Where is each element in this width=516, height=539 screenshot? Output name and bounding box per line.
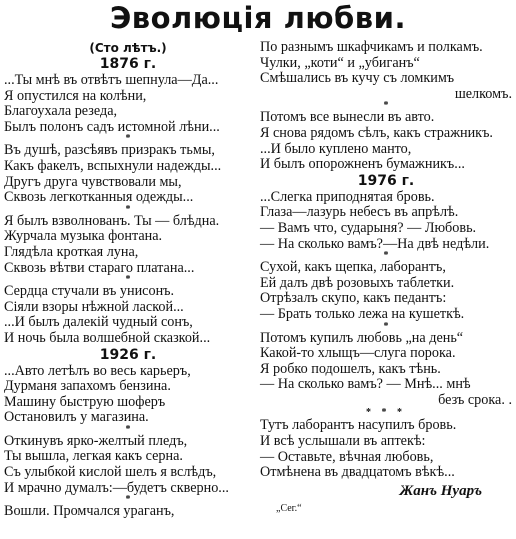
stanza	[260, 40, 512, 102]
stanza	[4, 504, 252, 520]
star-divider: *	[383, 250, 389, 262]
year-heading-1976: 1976 г.	[357, 172, 415, 189]
verse-line: Тутъ лаборантъ насупилъ бровь.	[260, 417, 457, 434]
triple-star-divider: * * *	[366, 407, 406, 419]
stanza	[4, 214, 252, 276]
star-divider: *	[125, 203, 131, 215]
star-divider: *	[383, 320, 389, 332]
verse-line: Сердца стучали въ унисонъ.	[4, 283, 175, 300]
author-signature: Жанъ Нуаръ	[399, 482, 482, 499]
stanza	[260, 260, 512, 322]
verse-line: Смѣшались въ кучу съ ломкимъ	[260, 70, 455, 87]
verse-line: Ты вышла, легкая какъ серна.	[4, 448, 183, 465]
year-heading-1876: 1876 г.	[99, 56, 157, 72]
star-divider: *	[125, 423, 131, 435]
verse-line: безъ срока. .	[438, 391, 512, 408]
star-divider: *	[125, 494, 131, 506]
star-divider: *	[125, 274, 131, 286]
verse-line: Сухой, какъ щепка, лаборантъ,	[260, 259, 446, 276]
source-footnote: „Сег.“	[276, 502, 302, 514]
year-heading-1926: 1926 г.	[99, 346, 157, 363]
verse-line: Отмѣнена въ двадцатомъ вѣкѣ...	[260, 464, 455, 481]
left-column	[4, 40, 252, 520]
verse-line: Потомъ все вынесли въ авто.	[260, 109, 435, 126]
verse-line: — На сколько вамъ?—На двѣ недѣли.	[260, 235, 490, 252]
verse-line: Съ улыбкой кислой шелъ я вслѣдъ,	[4, 464, 217, 481]
stanza	[260, 110, 512, 172]
verse-line: И ночь была волшебной сказкой...	[4, 329, 211, 346]
verse-line: Дурманя запахомъ бензина.	[4, 378, 171, 395]
verse-line: По разнымъ шкафчикамъ и полкамъ.	[260, 39, 483, 55]
verse-line: — Вамъ что, сударыня? — Любовь.	[260, 219, 477, 236]
stanza	[4, 143, 252, 205]
verse-line: Я снова рядомъ сѣлъ, какъ стражникъ.	[260, 124, 493, 141]
verse-line: Другъ друга чувствовали мы,	[4, 173, 182, 190]
stanza	[4, 364, 252, 426]
verse-line: Остановилъ у магазина.	[4, 409, 149, 426]
verse-line: Потомъ купилъ любовь „на день“	[260, 329, 464, 346]
verse-line: Журчала музыка фонтана.	[4, 228, 163, 245]
verse-line: Благоухала резеда,	[4, 103, 118, 120]
stanza	[260, 418, 512, 480]
verse-line: шелкомъ.	[454, 85, 512, 102]
verse-line: ...Слегка приподнятая бровь.	[260, 188, 435, 205]
star-divider: *	[125, 133, 131, 145]
verse-line: ...Ты мнѣ въ отвѣтъ шепнула—Да...	[4, 72, 219, 88]
verse-line: — Брать только лежа на кушеткѣ.	[260, 305, 465, 322]
verse-line: Отрѣзалъ скупо, какъ педантъ:	[260, 290, 447, 307]
verse-line: И всѣ услышали въ аптекѣ:	[260, 433, 426, 450]
verse-line: Глядѣла кроткая луна,	[4, 243, 139, 260]
subtitle: (Сто лѣтъ.)	[89, 41, 167, 55]
verse-line: Чулки, „коти“ и „убиганъ“	[260, 54, 420, 71]
stanza	[260, 190, 512, 252]
verse-line: Какой-то хлыщъ—слуга порока.	[260, 345, 456, 362]
verse-line: Въ душѣ, разсѣявъ призракъ тьмы,	[4, 142, 215, 159]
page-title: Эволюція любви.	[109, 1, 406, 35]
verse-line: И былъ опорожненъ бумажникъ...	[260, 156, 465, 173]
verse-line: ...Авто летѣлъ во весь карьеръ,	[4, 362, 191, 379]
verse-line: ...И было куплено манто,	[260, 140, 412, 157]
stanza	[260, 331, 512, 409]
verse-line: Я робко подошелъ, какъ тѣнь.	[260, 360, 441, 377]
verse-line: Какъ факелъ, вспыхнули надежды...	[4, 157, 222, 174]
verse-line: Сквозь легкотканныя одежды...	[4, 189, 194, 206]
verse-line: Откинувъ ярко-желтый пледъ,	[4, 432, 188, 449]
verse-line: И мрачно думалъ:—будетъ скверно...	[4, 479, 229, 496]
verse-line: — На сколько вамъ? — Мнѣ... мнѣ	[260, 376, 471, 393]
verse-line: Ей далъ двѣ розовыхъ таблетки.	[260, 274, 455, 291]
stanza	[4, 434, 252, 496]
verse-line: Глаза—лазурь небесъ въ апрѣлѣ.	[260, 204, 459, 221]
verse-line: ...И былъ далекій чудный сонъ,	[4, 314, 193, 331]
verse-line: Я былъ взволнованъ. Ты — блѣдна.	[4, 212, 220, 229]
verse-line: Вошли. Промчался ураганъ,	[4, 503, 175, 520]
verse-line: Былъ полонъ садъ истомной лѣни...	[4, 118, 220, 135]
stanza	[4, 284, 252, 346]
verse-line: Машину быструю шоферъ	[4, 393, 166, 410]
verse-line: — Оставьте, вѣчная любовь,	[260, 448, 434, 465]
verse-line: Сіяли взоры нѣжной лаской...	[4, 298, 184, 315]
verse-line: Сквозь вѣтви стараго платана...	[4, 259, 195, 276]
verse-line: Я опустился на колѣни,	[4, 87, 147, 104]
right-column	[260, 40, 512, 516]
star-divider: *	[383, 100, 389, 112]
stanza	[4, 73, 252, 135]
